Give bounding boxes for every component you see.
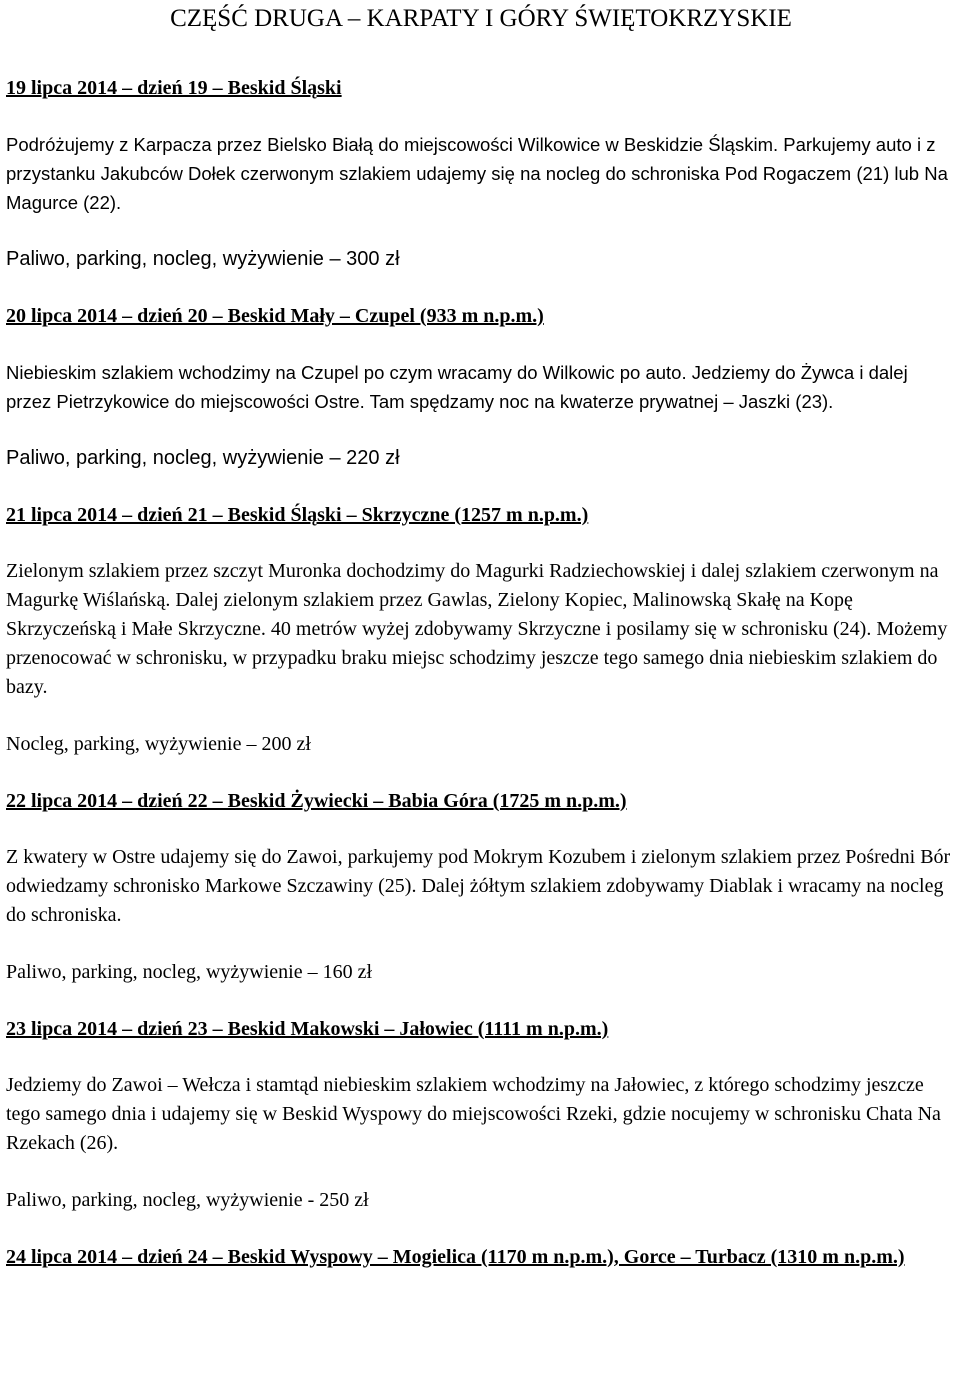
day-cost: Paliwo, parking, nocleg, wyżywienie - 250 zł (6, 1189, 369, 1211)
day-heading: 22 lipca 2014 – dzień 22 – Beskid Żywiecki – Babia Góra (1725 m n.p.m.) (6, 790, 627, 812)
day-description: Jedziemy do Zawoi – Wełcza i stamtąd niebieskim szlakiem wchodzimy na Jałowiec, z którego schodzimy jeszcze tego samego dnia i udajemy się w Beskid Wyspowy do miejscowości Rzeki, gdzie nocujemy w schronisku Chata Na Rzekach (26). (6, 1074, 941, 1154)
document-page (6, 0, 956, 1272)
day-description: Z kwatery w Ostre udajemy się do Zawoi, parkujemy pod Mokrym Kozubem i zielonym szlakiem przez Pośredni Bór odwiedzamy schronisko Markowe Szczawiny (25). Dalej żółtym szlakiem zdobywamy Diablak i wracamy na nocleg do schroniska. (6, 846, 951, 926)
day-heading: 20 lipca 2014 – dzień 20 – Beskid Mały – Czupel (933 m n.p.m.) (6, 305, 544, 327)
day-cost: Paliwo, parking, nocleg, wyżywienie – 220 zł (6, 447, 400, 469)
day-heading: 23 lipca 2014 – dzień 23 – Beskid Makowski – Jałowiec (1111 m n.p.m.) (6, 1018, 609, 1040)
day-description: Zielonym szlakiem przez szczyt Muronka dochodzimy do Magurki Radziechowskiej i dalej szlakiem czerwonym na Magurkę Wiślańską. Dalej zielonym szlakiem przez Gawlas, Zielony Kopiec, Malinowską Skałę na Kopę Skrzyczeńską i Małe Skrzyczne. 40 metrów wyżej zdobywamy Skrzyczne i posilamy się w schronisku (24). Możemy przenocować w schronisku, w przypadku braku miejsc schodzimy jeszcze tego samego dnia niebieskim szlakiem do bazy. (6, 560, 948, 698)
day-cost: Paliwo, parking, nocleg, wyżywienie – 160 zł (6, 961, 373, 983)
document-title: CZĘŚĆ DRUGA – KARPATY I GÓRY ŚWIĘTOKRZYSKIE (170, 5, 792, 32)
day-description: Podróżujemy z Karpacza przez Bielsko Białą do miejscowości Wilkowice w Beskidzie Śląskim. Parkujemy auto i z przystanku Jakubców Dołek czerwonym szlakiem udajemy się na nocleg do schroniska Pod Rogaczem (21) lub Na Magurce (22). (6, 134, 948, 213)
day-cost: Paliwo, parking, nocleg, wyżywienie – 300 zł (6, 248, 400, 270)
day-cost: Nocleg, parking, wyżywienie – 200 zł (6, 733, 311, 755)
day-heading: 24 lipca 2014 – dzień 24 – Beskid Wyspowy – Mogielica (1170 m n.p.m.), Gorce – Turbacz (1310 m n.p.m.) (6, 1246, 905, 1268)
day-heading: 19 lipca 2014 – dzień 19 – Beskid Śląski (6, 77, 342, 99)
day-heading: 21 lipca 2014 – dzień 21 – Beskid Śląski – Skrzyczne (1257 m n.p.m.) (6, 504, 589, 526)
day-description: Niebieskim szlakiem wchodzimy na Czupel po czym wracamy do Wilkowic po auto. Jedziemy do Żywca i dalej przez Pietrzykowice do miejscowości Ostre. Tam spędzamy noc na kwaterze prywatnej – Jaszki (23). (6, 362, 908, 412)
